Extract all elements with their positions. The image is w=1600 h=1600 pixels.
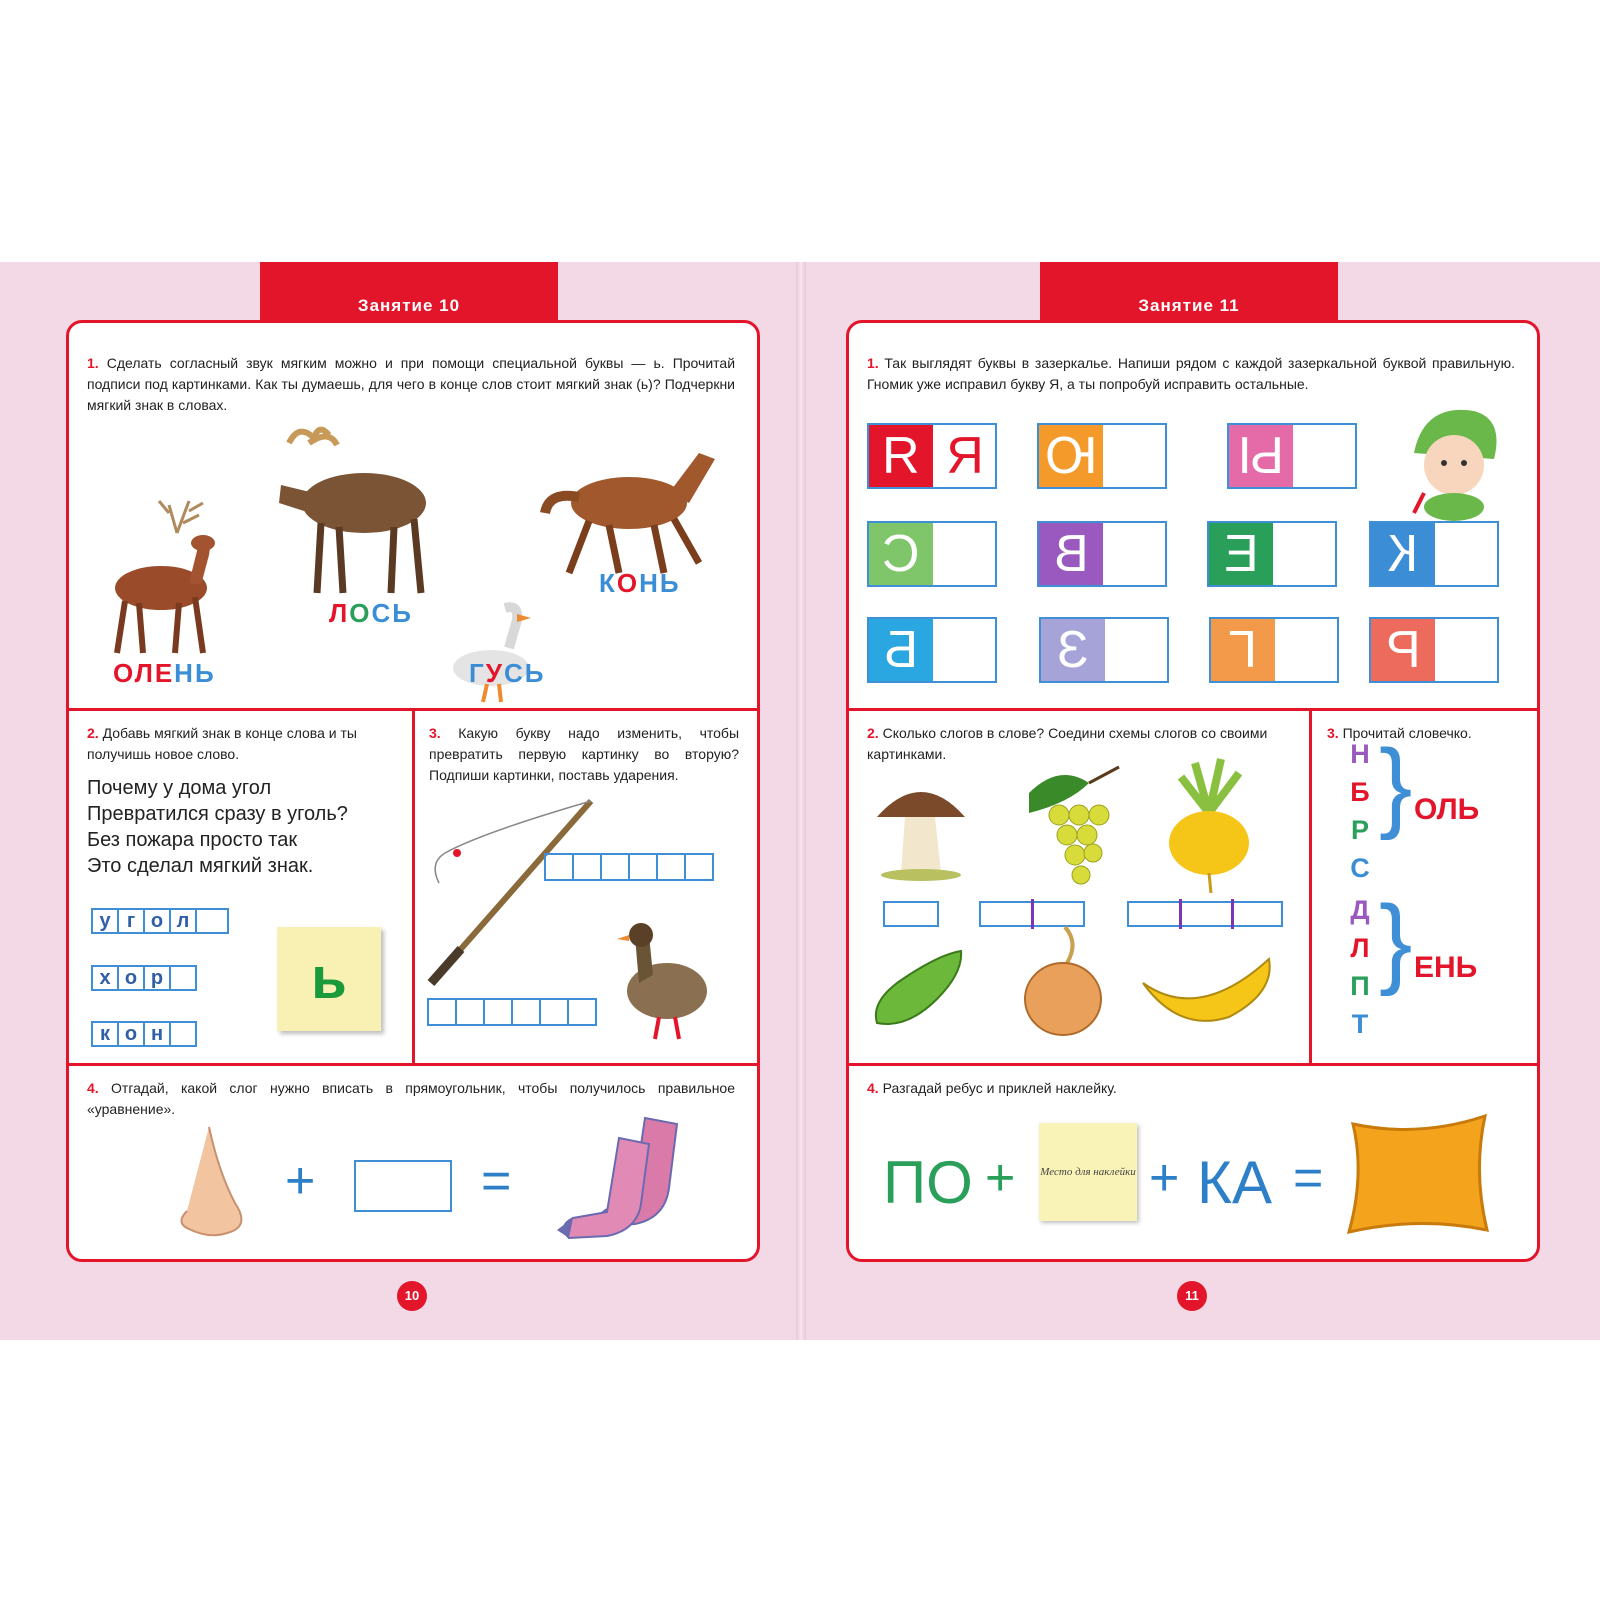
lesson-title: Занятие 10 [357,296,461,315]
suffix-en: ЕНЬ [1414,951,1478,984]
word-gus: ГУСЬ [469,658,546,688]
banana-picture [1139,953,1279,1033]
mirror-letter-g[interactable]: Г [1209,617,1339,683]
letter: Б [1350,777,1370,807]
mirror-letter-k[interactable]: К [1369,521,1499,587]
divider [69,1063,757,1066]
equals-sign: = [481,1152,512,1210]
plus-sign: + [285,1152,316,1210]
task-3-text: 3. Прочитай словечко. [1327,725,1472,741]
mirror-letter-v[interactable]: В [1037,521,1167,587]
plus-sign: + [1149,1149,1180,1207]
cucumber-picture [867,943,967,1033]
moose-picture [259,423,439,603]
mushroom-picture [871,773,971,883]
mirror-letter-ya[interactable]: Я Я [867,423,997,489]
book-spread [0,262,1600,1340]
word-olen: ОЛЕНЬ [113,658,216,688]
turnip-picture [1159,753,1259,893]
onion-picture [1019,923,1109,1043]
rebus-part-1: ПО [883,1149,973,1216]
book-gutter [796,262,806,1340]
task-2-text: 2. Добавь мягкий знак в конце слова и ты получишь новое слово. [87,725,357,762]
nose-picture [169,1123,259,1243]
divider [1309,708,1312,1063]
letter: С [1350,853,1370,883]
page-number: 10 [397,1281,427,1311]
gnome-picture [1394,403,1514,523]
answer-cells-duck[interactable] [427,998,595,1026]
divider [849,1063,1537,1066]
page-number: 11 [1177,1281,1207,1311]
poem-line: Без пожара просто так [87,829,298,851]
brace: } [1379,885,1413,997]
rebus-part-2: КА [1197,1149,1272,1216]
word-cells-kon[interactable]: к о н [91,1021,195,1047]
poem-line: Это сделал мягкий знак. [87,855,314,877]
letter: П [1350,971,1370,1001]
plus-sign: + [985,1149,1016,1207]
fishing-rod-picture [421,793,601,993]
mirror-letter-z[interactable]: З [1039,617,1169,683]
poem-line: Превратился сразу в уголь? [87,803,348,825]
sticker-placeholder[interactable]: Место для наклейки [1039,1123,1137,1221]
letter: Д [1350,895,1370,925]
word-cells-hor[interactable]: х о р [91,965,195,991]
letter: Н [1350,739,1370,769]
horse-picture [539,433,729,583]
letter: Р [1350,815,1369,845]
equals-sign: = [1293,1149,1324,1207]
goose-picture [447,598,537,708]
mirror-letter-e[interactable]: Е [1207,521,1337,587]
soft-sign-card: ь [277,927,381,1031]
divider [412,708,415,1063]
letter: Л [1350,933,1370,963]
mirror-letter-r[interactable]: Р [1369,617,1499,683]
left-page [66,320,760,1262]
mirror-letter-y[interactable]: Ы [1227,423,1357,489]
mirror-letter-s[interactable]: С [867,521,997,587]
brace: } [1379,729,1413,841]
divider [849,708,1537,711]
word-kon: КОНЬ [599,568,681,598]
suffix-ol: ОЛЬ [1414,793,1480,826]
task-1-text: 1. Так выглядят буквы в зазеркалье. Напиши рядом с каждой зазеркальной буквой правильную. Гномик уже исправил букву Я, а ты попробуй исправить остальные. [867,355,1516,392]
lesson-title: Занятие 11 [1138,296,1240,315]
mirror-letter-yu[interactable]: Ю [1037,423,1167,489]
poem-line: Почему у дома угол [87,777,272,799]
deer-picture [99,493,229,663]
syllable-answer-box[interactable] [354,1160,452,1212]
poem [87,775,348,879]
syllable-scheme-1[interactable] [883,901,939,927]
task-3-text: 3. Какую букву надо изменить, чтобы превратить первую картинку во вторую? Подпиши картинки, поставь ударения. [429,725,740,783]
letter: Т [1351,1009,1369,1039]
task-2-text: 2. Сколько слогов в слове? Соедини схемы слогов со своими картинками. [867,725,1268,762]
task-1-text: 1. Сделать согласный звук мягким можно и при помощи специальной буквы — ь. Прочитай подписи под картинками. Как ты думаешь, для чего в конце слов стоит мягкий знак (ь)? Подчеркни мягкий знак в словах. [87,355,736,413]
grapes-picture [1009,763,1129,893]
word-los: ЛОСЬ [329,598,413,628]
syllable-scheme-3[interactable] [1127,901,1283,927]
word-cells-ugol[interactable]: у г о л [91,908,227,934]
duck-picture [609,913,719,1053]
socks-picture [549,1108,699,1248]
right-page [846,320,1540,1262]
task-4-text: 4. Отгадай, какой слог нужно вписать в прямоугольник, чтобы получилось правильное «уравнение». [87,1080,736,1117]
answer-cells-rod[interactable] [544,853,712,881]
task-4-text: 4. Разгадай ребус и приклей наклейку. [867,1080,1117,1096]
pillow-picture [1339,1108,1499,1238]
mirror-letter-b[interactable]: Б [867,617,997,683]
